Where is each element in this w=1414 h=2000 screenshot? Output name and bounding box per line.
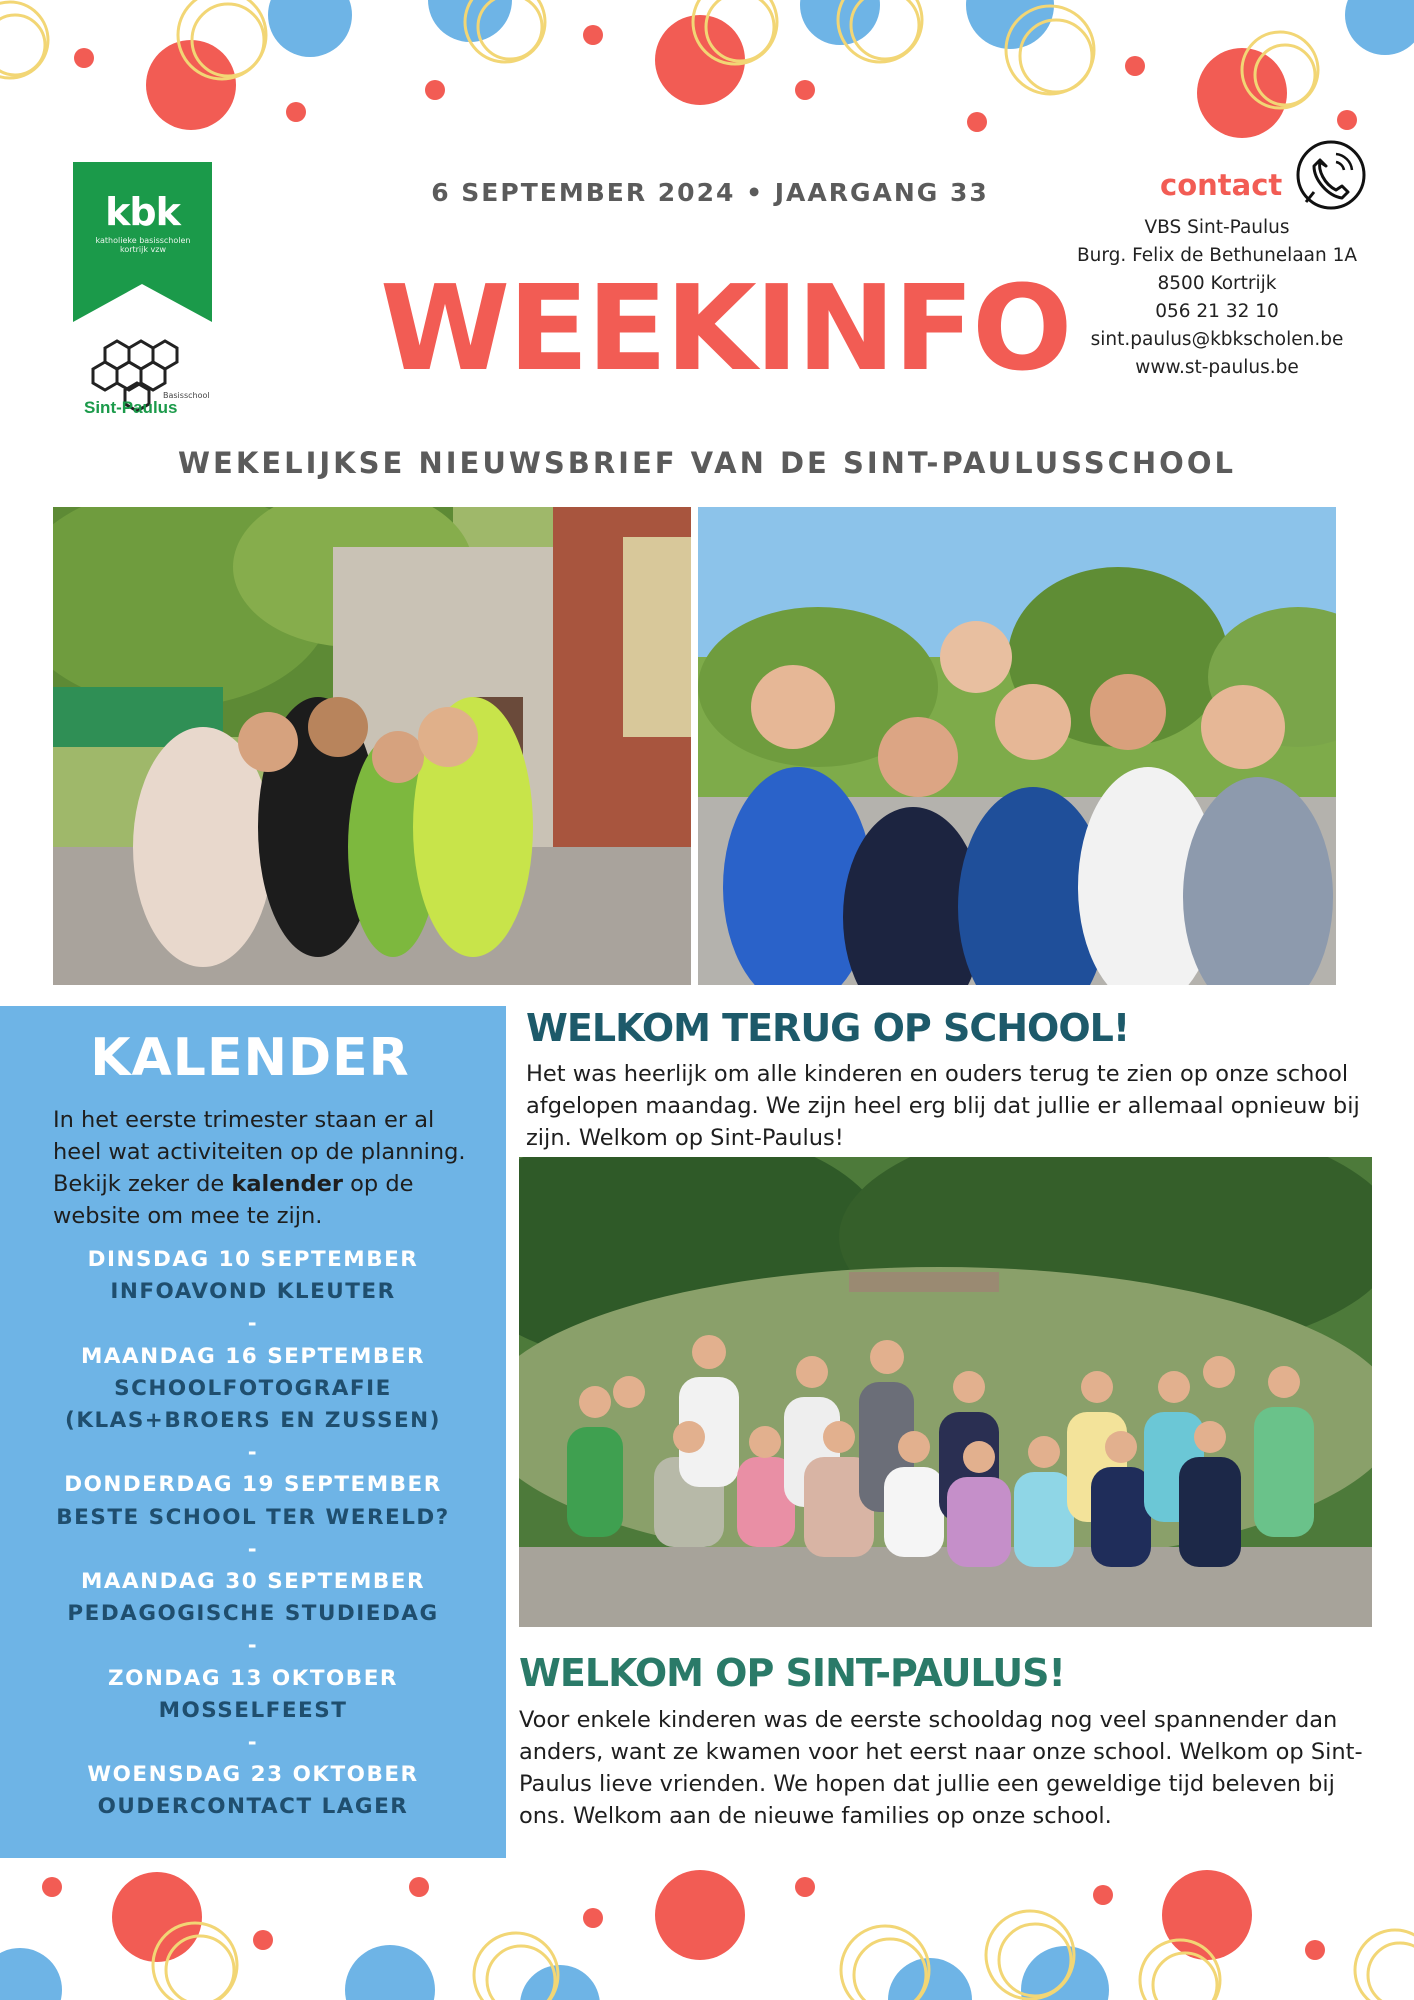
decorative-circles-top (0, 0, 1414, 140)
photo-children-group (519, 1157, 1372, 1627)
newsletter-subtitle: WEKELIJKSE NIEUWSBRIEF VAN DE SINT-PAULUSSCHOOL (178, 446, 1236, 480)
contact-phone: 056 21 32 10 (1155, 301, 1279, 322)
event-date: WOENSDAG 23 OKTOBER (87, 1762, 419, 1788)
event-name: MOSSELFEEST (158, 1697, 348, 1723)
event-date: MAANDAG 16 SEPTEMBER (81, 1343, 425, 1369)
calendar-events (0, 1244, 506, 1824)
article-welcome-new-body: Voor enkele kinderen was de eerste schooldag nog veel spannender dan anders, want ze kwamen voor het eerst naar onze school. Welkom op Sint-Paulus lieve vrienden. We hopen dat jullie een geweldige tijd beleven bij ons. Welkom aan de nieuwe families op onze school. (519, 1707, 1363, 1829)
article-welcome-back-body: Het was heerlijk om alle kinderen en ouders terug te zien op onze school afgelopen maandag. We zijn heel erg blij dat jullie er allemaal opnieuw bij zijn. Welkom op Sint-Paulus! (526, 1061, 1360, 1151)
event-name-detail: (KLAS+BROERS EN ZUSSEN) (65, 1408, 441, 1434)
school-name-logo: Sint-Paulus (84, 398, 178, 417)
contact-title: contact (1160, 168, 1283, 202)
calendar-title: KALENDER (90, 1028, 410, 1088)
photo-girls-schoolyard (53, 507, 691, 985)
decorative-circles-bottom (0, 1860, 1414, 2000)
event-name: OUDERCONTACT LAGER (97, 1794, 409, 1820)
kbk-logo-text: kbk (105, 190, 180, 234)
contact-city: 8500 Kortrijk (1157, 273, 1277, 294)
contact-website[interactable]: www.st-paulus.be (1135, 357, 1299, 378)
event-date: DONDERDAG 19 SEPTEMBER (64, 1472, 442, 1498)
newsletter-title: WEEKINFO (380, 259, 1071, 397)
calendar-intro-text: In het eerste trimester staan er al heel wat activiteiten op de planning. Bekijk zeker de (53, 1107, 466, 1197)
event-separator: - (247, 1633, 259, 1659)
event-separator: - (247, 1536, 259, 1562)
event-name: BESTE SCHOOL TER WERELD? (56, 1504, 450, 1530)
phone-icon (1294, 140, 1368, 214)
contact-details (1060, 214, 1374, 382)
event-separator: - (247, 1730, 259, 1756)
contact-street: Burg. Felix de Bethunelaan 1A (1076, 245, 1358, 266)
calendar-intro (53, 1104, 483, 1232)
event-separator: - (247, 1311, 259, 1337)
photo-boys-group (698, 507, 1336, 985)
issue-dateline: 6 SEPTEMBER 2024 • JAARGANG 33 (431, 178, 989, 207)
kbk-logo (73, 162, 212, 322)
article-welcome-new-title: WELKOM OP SINT-PAULUS! (519, 1651, 1065, 1695)
event-name: PEDAGOGISCHE STUDIEDAG (67, 1601, 439, 1627)
calendar-link[interactable]: kalender (231, 1171, 344, 1197)
school-tag-logo: Basisschool (163, 391, 210, 400)
article-welcome-back-title: WELKOM TERUG OP SCHOOL! (526, 1006, 1130, 1050)
contact-school: VBS Sint-Paulus (1144, 217, 1290, 238)
event-date: DINSDAG 10 SEPTEMBER (87, 1247, 419, 1272)
kbk-logo-subtext: katholieke basisscholen kortrijk vzw (95, 236, 191, 254)
calendar-intro-text-end: op de website om mee te zijn. (53, 1171, 414, 1229)
event-name: SCHOOLFOTOGRAFIE (114, 1375, 392, 1401)
contact-email[interactable]: sint.paulus@kbkscholen.be (1090, 329, 1344, 350)
event-name: INFOAVOND KLEUTER (110, 1279, 396, 1305)
event-separator: - (247, 1440, 259, 1466)
event-date: ZONDAG 13 OKTOBER (108, 1665, 398, 1691)
event-date: MAANDAG 30 SEPTEMBER (81, 1569, 425, 1595)
calendar-panel (0, 1006, 506, 1858)
